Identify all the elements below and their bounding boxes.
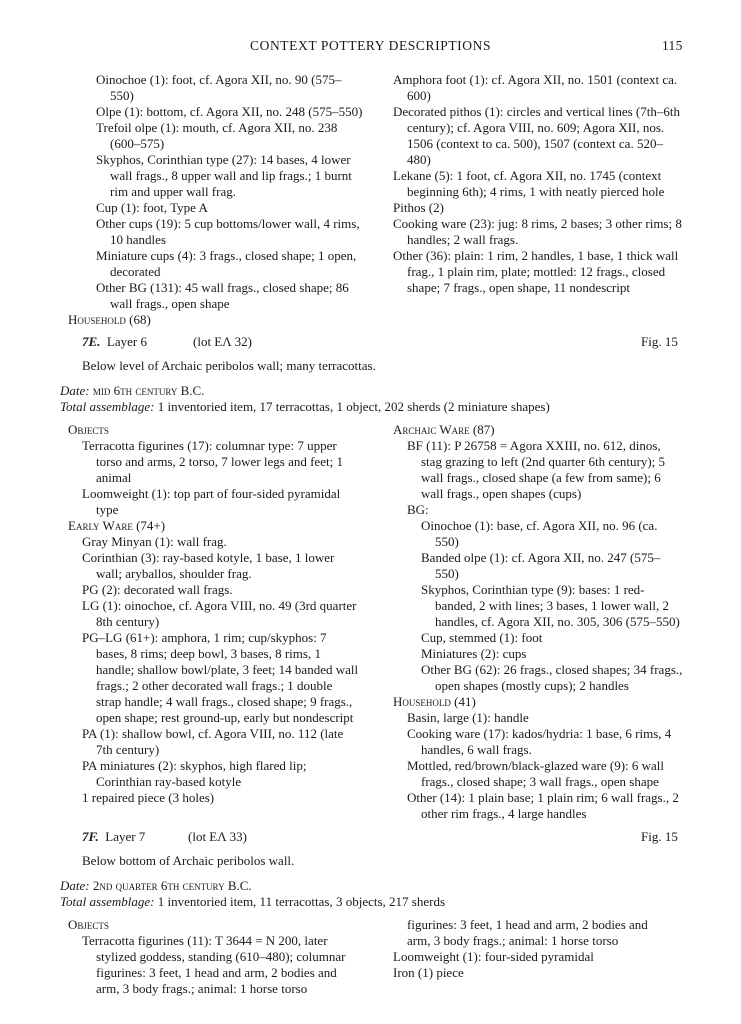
date-value: mid 6th century B.C. xyxy=(92,383,205,398)
section-heading-objects: Objects xyxy=(68,917,109,932)
date-line xyxy=(60,878,700,894)
continued-right-column xyxy=(393,72,683,296)
context-id: 7F. xyxy=(82,829,99,844)
context-note: Below bottom of Archaic peribolos wall. xyxy=(82,853,295,868)
figure-reference: Fig. 15 xyxy=(641,334,678,349)
context-7f-left-column xyxy=(68,917,360,996)
list-item: Loomweight (1): top part of four-sided pyramidal type xyxy=(82,486,341,517)
total-assemblage-line xyxy=(60,894,720,910)
page-number: 115 xyxy=(662,38,683,53)
context-layer: Layer 6 xyxy=(106,334,147,349)
list-item: Skyphos, Corinthian type (27): 14 bases, 4 lower wall frags., 8 upper wall and lip frags.; 1 burnt rim and upper wall frag. xyxy=(96,152,352,199)
list-item: PG (2): decorated wall frags. xyxy=(82,582,233,597)
context-7e-left-column xyxy=(68,422,360,806)
context-lot: (lot EΛ 33) xyxy=(188,829,247,844)
list-item: PA miniatures (2): skyphos, high flared lip; Corinthian ray-based kotyle xyxy=(82,758,307,789)
context-id: 7E. xyxy=(82,334,101,349)
date-value: 2nd quarter 6th century B.C. xyxy=(92,878,252,893)
list-item: Basin, large (1): handle xyxy=(407,710,529,725)
figurines-entry xyxy=(68,933,360,996)
list-item: Miniatures (2): cups xyxy=(421,646,527,661)
list-item: Olpe (1): bottom, cf. Agora XII, no. 248 (575–550) xyxy=(96,104,363,119)
list-item: Corinthian (3): ray-based kotyle, 1 base, 1 lower wall; aryballos, shoulder frag. xyxy=(82,550,335,581)
list-item: Cooking ware (17): kados/hydria: 1 base, 6 rims, 4 handles, 6 wall frags. xyxy=(407,726,672,757)
list-item: Oinochoe (1): base, cf. Agora XII, no. 96 (ca. 550) xyxy=(421,518,658,549)
list-item: Amphora foot (1): cf. Agora XII, no. 1501 (context ca. 600) xyxy=(393,72,678,103)
list-item: Cup (1): foot, Type A xyxy=(96,200,208,215)
list-item: Loomweight (1): four-sided pyramidal xyxy=(393,949,594,964)
context-note: Below level of Archaic peribolos wall; many terracottas. xyxy=(82,358,376,373)
figurines-continuation-line-2: arm, 3 body frags.; animal: 1 horse torso xyxy=(407,933,619,948)
context-7e-header xyxy=(82,334,147,350)
list-item: Terracotta figurines (17): columnar type: 7 upper torso and arms, 2 torso, 7 lower legs and feet; 1 animal xyxy=(82,438,343,485)
list-item: Cup, stemmed (1): foot xyxy=(421,630,543,645)
list-item: Miniature cups (4): 3 frags., closed shape; 1 open, decorated xyxy=(96,248,357,279)
figure-reference: Fig. 15 xyxy=(641,829,678,844)
figurines-continuation xyxy=(407,917,683,949)
list-item: Skyphos, Corinthian type (9): bases: 1 red-banded, 2 with lines; 3 bases, 1 lower wall, 2 handles, cf. Agora XII, no. 305, 306 (575–550) xyxy=(421,582,680,629)
figurines-text: Terracotta figurines (11): T 3644 = N 200, later stylized goddess, standing (610–480); columnar figurines: 3 feet, 1 head and arm, 2 bodies and arm, 3 body frags.; animal: 1 horse torso xyxy=(82,933,346,996)
list-item: Oinochoe (1): foot, cf. Agora XII, no. 90 (575–550) xyxy=(96,72,342,103)
list-item: Gray Minyan (1): wall frag. xyxy=(82,534,227,549)
total-value: 1 inventoried item, 11 terracottas, 3 objects, 217 sherds xyxy=(157,894,446,909)
list-item: Other BG (131): 45 wall frags., closed shape; 86 wall frags., open shape xyxy=(96,280,349,311)
list-item: Other cups (19): 5 cup bottoms/lower wall, 4 rims, 10 handles xyxy=(96,216,360,247)
total-assemblage-line xyxy=(60,399,720,415)
list-item: LG (1): oinochoe, cf. Agora VIII, no. 49 (3rd quarter 8th century) xyxy=(82,598,357,629)
list-item: Banded olpe (1): cf. Agora XII, no. 247 (575–550) xyxy=(421,550,661,581)
context-lot: (lot EΛ 32) xyxy=(193,334,252,349)
section-heading-objects: Objects xyxy=(68,422,109,437)
list-item: Lekane (5): 1 foot, cf. Agora XII, no. 1745 (context beginning 6th); 4 rims, 1 with neatly pierced hole xyxy=(393,168,665,199)
list-item: BF (11): P 26758 = Agora XXIII, no. 612, dinos, stag grazing to left (2nd quarter 6th century); 5 wall frags., closed shape (a few from same); 6 wall frags., open shapes (cups) xyxy=(407,438,666,501)
context-7e-right-column xyxy=(393,422,683,822)
list-item: PG–LG (61+): amphora, 1 rim; cup/skyphos: 7 bases, 8 rims; deep bowl, 3 bases, 8 rims, 1 handle; shallow bowl/plate, 3 feet; 14 banded wall frags.; 2 other decorated wall frags.; 1 double strap handle; 4 wall frags., closed shape; 9 frags., open shape; rest ground-up, early but nondescript xyxy=(82,630,359,725)
list-item: Other (14): 1 plain base; 1 plain rim; 6 wall frags., 2 other rim frags., 4 large handles xyxy=(407,790,679,821)
list-item: Cooking ware (23): jug: 8 rims, 2 bases; 3 other rims; 8 handles; 2 wall frags. xyxy=(393,216,682,247)
running-title: CONTEXT POTTERY DESCRIPTIONS xyxy=(250,38,492,53)
context-7f-header xyxy=(82,829,145,845)
figurines-continuation-line-1: figurines: 3 feet, 1 head and arm, 2 bodies and xyxy=(407,917,648,932)
date-label: Date: xyxy=(60,878,90,893)
list-item: Decorated pithos (1): circles and vertical lines (7th–6th century); cf. Agora VIII, no. 609; Agora XII, nos. 1506 (context to ca. 500), 1507 (context ca. 520–480) xyxy=(393,104,680,167)
section-heading-household: Household (68) xyxy=(68,312,151,327)
list-item: Other (36): plain: 1 rim, 2 handles, 1 base, 1 thick wall frag., 1 plain rim, plate; mottled: 12 frags., closed shape; 7 frags., open shape, 11 nondescript xyxy=(393,248,679,295)
section-heading-early-ware: Early Ware (74+) xyxy=(68,518,166,533)
list-item: 1 repaired piece (3 holes) xyxy=(82,790,215,805)
list-item: Iron (1) piece xyxy=(393,965,464,980)
list-item: Mottled, red/brown/black-glazed ware (9): 6 wall frags., closed shape; 3 wall frags., open shape xyxy=(407,758,665,789)
bg-heading: BG: xyxy=(407,502,429,517)
total-label: Total assemblage: xyxy=(60,894,155,909)
section-heading-archaic-ware: Archaic Ware (87) xyxy=(393,422,495,437)
list-item: Trefoil olpe (1): mouth, cf. Agora XII, no. 238 (600–575) xyxy=(96,120,338,151)
section-heading-household: Household (41) xyxy=(393,694,476,709)
context-layer: Layer 7 xyxy=(105,829,146,844)
total-value: 1 inventoried item, 17 terracottas, 1 object, 202 sherds (2 miniature shapes) xyxy=(157,399,550,414)
continued-left-column xyxy=(68,72,364,328)
list-item: Other BG (62): 26 frags., closed shapes; 34 frags., open shapes (mostly cups); 2 handles xyxy=(421,662,683,693)
list-item: Pithos (2) xyxy=(393,200,444,215)
total-label: Total assemblage: xyxy=(60,399,155,414)
list-item: PA (1): shallow bowl, cf. Agora VIII, no. 112 (late 7th century) xyxy=(82,726,344,757)
date-line xyxy=(60,383,700,399)
date-label: Date: xyxy=(60,383,90,398)
